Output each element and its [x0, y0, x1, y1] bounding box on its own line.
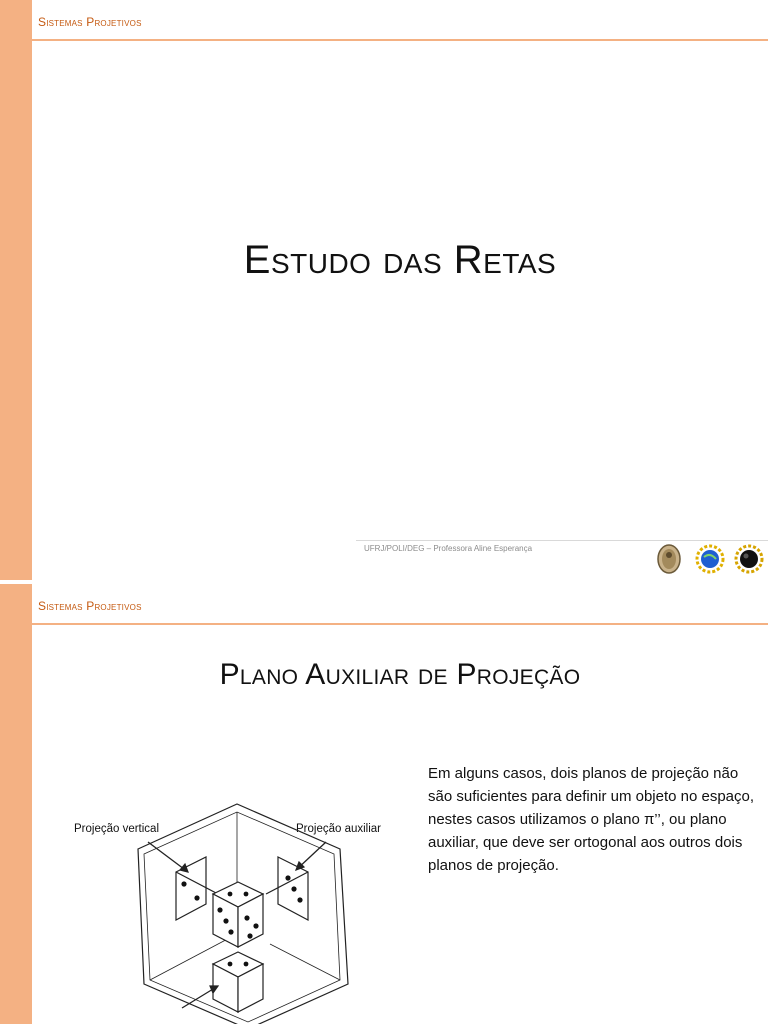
side-accent-bar [0, 584, 32, 1024]
label-projecao-auxiliar: Projeção auxiliar [296, 823, 382, 835]
projection-figure [70, 794, 410, 1024]
slide-title: Estudo das Retas [243, 238, 557, 282]
slide-2 [0, 584, 768, 1024]
slide-title: Plano Auxiliar de Projeção [219, 658, 581, 691]
footer-divider [356, 540, 768, 541]
footer-credit: UFRJ/POLI/DEG – Professora Aline Esperança [364, 544, 533, 553]
label-projecao-vertical: Projeção vertical [74, 823, 160, 835]
header-band [32, 0, 768, 41]
globe-gear-icon [697, 546, 723, 572]
body-paragraph: Em alguns casos, dois planos de projeção não são suficientes para definir um objeto no espaço, nestes casos utilizamos o plano π’’, ou plano auxiliar, que deve ser ortogonal aos outros dois planos de projeção. [428, 765, 755, 874]
header-band [32, 584, 768, 625]
header-title: Sistemas Projetivos [38, 599, 142, 613]
side-accent-bar [0, 0, 32, 580]
projection-box-lines [138, 804, 348, 1024]
black-sphere-gear-icon [736, 546, 762, 572]
header-title: Sistemas Projetivos [38, 15, 142, 29]
university-seal-icon [658, 545, 680, 573]
logos [652, 542, 768, 576]
